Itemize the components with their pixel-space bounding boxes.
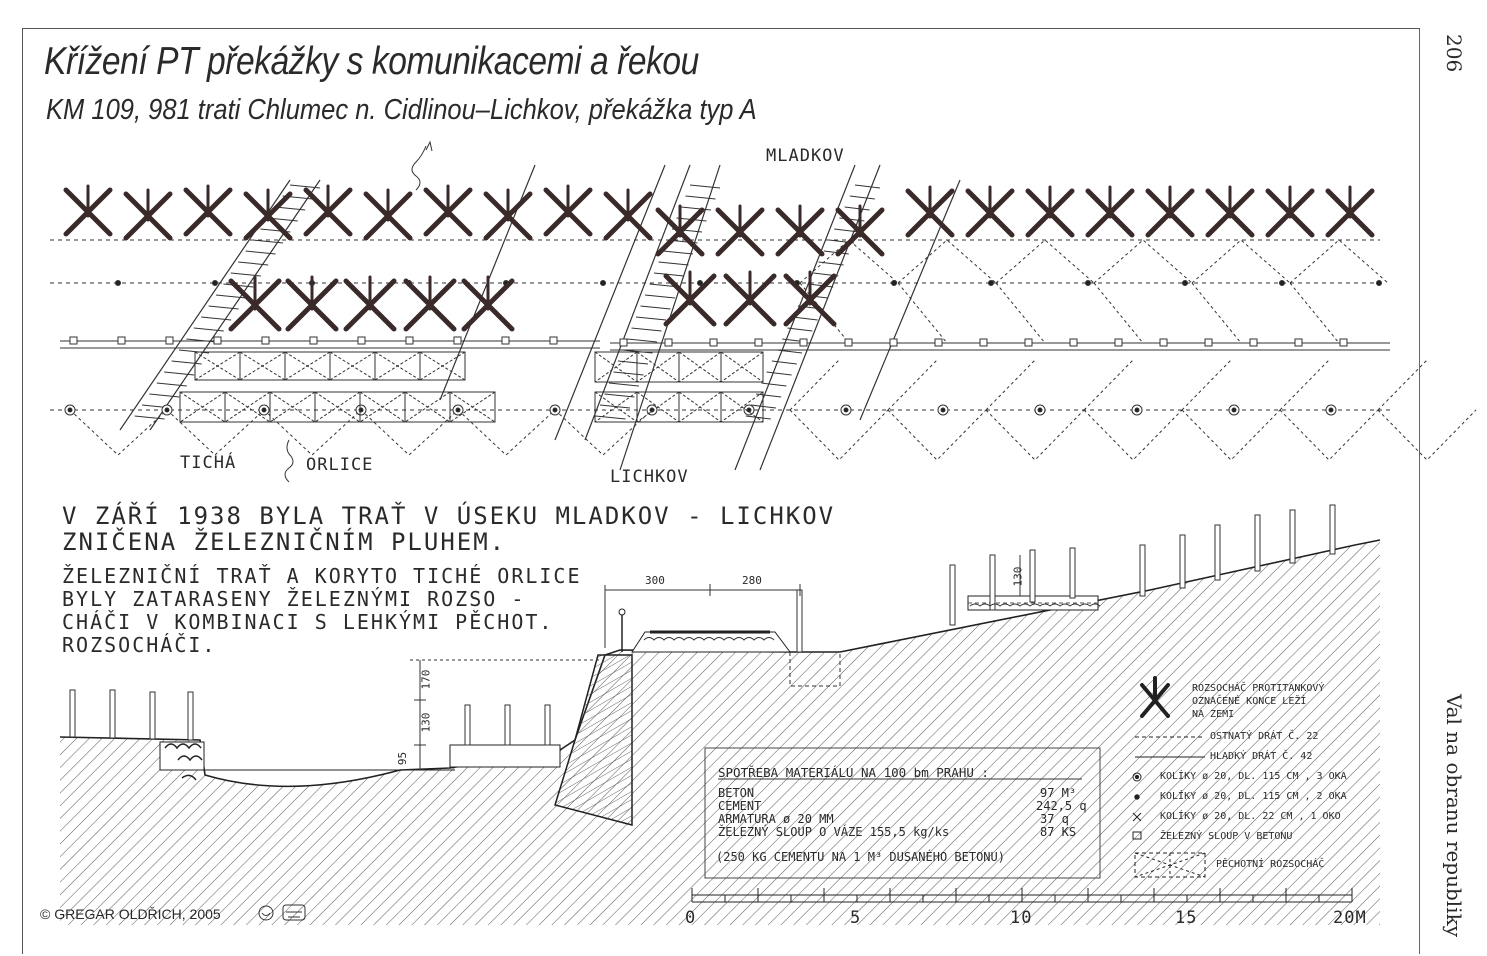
hedgehog-icon <box>306 186 350 234</box>
material-value: 87 KS <box>1040 825 1077 839</box>
hedgehog-icon <box>366 190 410 238</box>
dim-170: 170 <box>419 669 433 690</box>
post-icon <box>406 337 413 344</box>
post-icon <box>118 337 125 344</box>
post-icon <box>800 339 807 346</box>
pole-icon <box>1330 505 1335 554</box>
post-icon <box>214 337 221 344</box>
pole-icon <box>505 705 510 745</box>
material-value: 242,5 q <box>1036 799 1087 813</box>
hedgehog-icon <box>908 187 952 235</box>
post-dot-icon <box>989 281 994 286</box>
hedgehog-icon <box>546 186 590 234</box>
post-dot-icon <box>1377 281 1382 286</box>
hedgehog-icon <box>968 187 1012 235</box>
hedgehog-icon <box>288 277 336 329</box>
post-icon <box>454 337 461 344</box>
hedgehog-icon <box>718 206 762 254</box>
river-flow-arrow-2 <box>285 440 293 482</box>
dot-icon <box>1135 795 1139 799</box>
post-icon <box>935 339 942 346</box>
legend-label: KOLÍKY ø 20, DL. 115 CM , 2 OKA <box>1160 791 1347 802</box>
label-ticha: TICHÁ <box>180 453 237 473</box>
dim-280: 280 <box>742 574 762 587</box>
dim-95: 95 <box>396 751 410 766</box>
scale-label: 15 <box>1175 908 1198 928</box>
pole-icon <box>545 705 550 745</box>
post-icon <box>358 337 365 344</box>
label-lichkov: LICHKOV <box>610 467 689 487</box>
legend-label: ROZSOCHÁČ PROTITANKOVÝ <box>1192 683 1325 694</box>
hedgehog-icon <box>1328 187 1372 235</box>
legend-label: HLADKÝ DRÁT Č. 42 <box>1210 751 1313 762</box>
post-dot-icon <box>1086 281 1091 286</box>
materials-heading: SPOTŘEBA MATERIÁLU NA 100 bm PRAHU : <box>718 765 989 780</box>
materials-footnote: (250 KG CEMENTU NA 1 M³ DUSANÉHO BETONU) <box>716 850 1005 864</box>
note-line: CHÁČI V KOMBINACI S LEHKÝMI PĚCHOT. <box>62 610 554 634</box>
post-icon <box>620 339 627 346</box>
post-icon <box>1115 339 1122 346</box>
pole-icon <box>1255 515 1260 571</box>
legend-label: KOLÍKY ø 20, DL. 22 CM , 1 OKO <box>1160 811 1341 822</box>
hedgehog-icon <box>1088 187 1132 235</box>
blocking-note <box>62 565 582 657</box>
legend-label: NA ZEMI <box>1192 709 1235 720</box>
dim-300: 300 <box>645 574 665 587</box>
copyright: © GREGAR OLDŘICH, 2005 <box>40 906 221 922</box>
label-mladkov: MLADKOV <box>766 146 845 166</box>
history-note <box>62 503 835 555</box>
hedgehog-icon <box>1148 187 1192 235</box>
pole-icon <box>1070 548 1075 598</box>
hedgehog-icon <box>426 186 470 234</box>
scale-label: 20M <box>1333 908 1367 928</box>
post-icon <box>845 339 852 346</box>
pole-icon <box>990 555 995 610</box>
post-dot-icon <box>1280 281 1285 286</box>
page-title: Křížení PT překážky s komunikacemi a řekou <box>44 40 699 83</box>
river-flow-arrow <box>412 146 426 190</box>
post-icon <box>1160 339 1167 346</box>
post-icon <box>755 339 762 346</box>
hedgehog-icon <box>726 272 774 324</box>
material-name: ARMATURA ø 20 MM <box>718 812 834 826</box>
pole-icon <box>110 690 115 738</box>
post-icon <box>70 337 77 344</box>
post-icon <box>1340 339 1347 346</box>
plan-view <box>50 165 1476 470</box>
pole-icon <box>1180 535 1185 588</box>
pole-icon <box>1290 510 1295 563</box>
material-name: BETON <box>718 786 755 800</box>
hedgehog-icon <box>231 277 279 329</box>
note-line: BYLY ZATARASENY ŽELEZNÝMI ROZSO - <box>62 587 526 611</box>
legend-label: OSTNATÝ DRÁT Č. 22 <box>1210 731 1319 742</box>
pole-icon <box>1140 545 1145 596</box>
post-icon <box>710 339 717 346</box>
hedgehog-icon <box>346 277 394 329</box>
hedgehog-icon <box>606 190 650 238</box>
hedgehog-icon <box>778 206 822 254</box>
hedgehog-icon <box>1268 187 1312 235</box>
hedgehog-icon <box>246 190 290 238</box>
post-icon <box>1205 339 1212 346</box>
hedgehog-icon <box>1208 187 1252 235</box>
post-dot-icon <box>892 281 897 286</box>
post-dot-icon <box>116 281 121 286</box>
post-icon <box>310 337 317 344</box>
hedgehog-icon <box>1028 187 1072 235</box>
post-icon <box>1070 339 1077 346</box>
side-title: Val na obranu republiky <box>1442 694 1466 937</box>
post-icon <box>1025 339 1032 346</box>
hedgehog-icon <box>464 277 512 329</box>
note-line: V ZÁŘÍ 1938 BYLA TRAŤ V ÚSEKU MLADKOV - LICHKOV <box>62 502 836 530</box>
note-line: ROZSOCHÁČI. <box>62 633 217 657</box>
post-dot-icon <box>1183 281 1188 286</box>
post-icon <box>1250 339 1257 346</box>
pole-icon <box>797 590 802 652</box>
post-icon <box>890 339 897 346</box>
scale-label: 5 <box>850 908 862 928</box>
legend-label: PĚCHOTNÍ ROZSOCHÁČ <box>1216 859 1325 870</box>
dim-130: 130 <box>419 712 433 733</box>
pole-icon <box>188 692 193 740</box>
label-orlice: ORLICE <box>306 455 374 475</box>
post-icon <box>980 339 987 346</box>
hedgehog-icon <box>66 186 110 234</box>
pole-icon <box>1215 525 1220 580</box>
post-dot-icon <box>213 281 218 286</box>
legend-label: KOLÍKY ø 20, DL. 115 CM , 3 OKA <box>1160 771 1347 782</box>
note-line: ZNIČENA ŽELEZNIČNÍM PLUHEM. <box>62 528 507 556</box>
post-icon <box>1295 339 1302 346</box>
scale-label: 10 <box>1010 908 1033 928</box>
dim-130-top: 130 <box>1011 566 1025 587</box>
legend-label: OZNAČENÉ KONCE LEŽÍ <box>1192 696 1307 707</box>
hedgehog-icon <box>406 277 454 329</box>
post-icon <box>262 337 269 344</box>
pole-icon <box>950 565 955 625</box>
hedgehog-icon <box>126 190 170 238</box>
post-icon <box>166 337 173 344</box>
material-name: ŽELEZNÝ SLOUP O VÁZE 155,5 kg/ks <box>718 825 950 839</box>
legend-label: ŽELEZNÝ SLOUP V BETONU <box>1160 831 1293 842</box>
post-icon <box>550 337 557 344</box>
pole-icon <box>1030 550 1035 602</box>
hedgehog-icon <box>186 186 230 234</box>
pole-icon <box>150 692 155 739</box>
post-icon <box>502 337 509 344</box>
post-icon <box>665 339 672 346</box>
scale-label: 0 <box>685 908 697 928</box>
page-subtitle: KM 109, 981 trati Chlumec n. Cidlinou–Lichkov, překážka typ A <box>46 94 757 126</box>
material-value: 97 M³ <box>1040 786 1077 800</box>
pole-icon <box>70 690 75 737</box>
page-number: 206 <box>1442 34 1466 73</box>
pole-icon <box>465 705 470 745</box>
material-value: 37 q <box>1040 812 1069 826</box>
material-name: CEMENT <box>718 799 762 813</box>
note-line: ŽELEZNIČNÍ TRAŤ A KORYTO TICHÉ ORLICE <box>62 564 582 588</box>
post-dot-icon <box>601 281 606 286</box>
